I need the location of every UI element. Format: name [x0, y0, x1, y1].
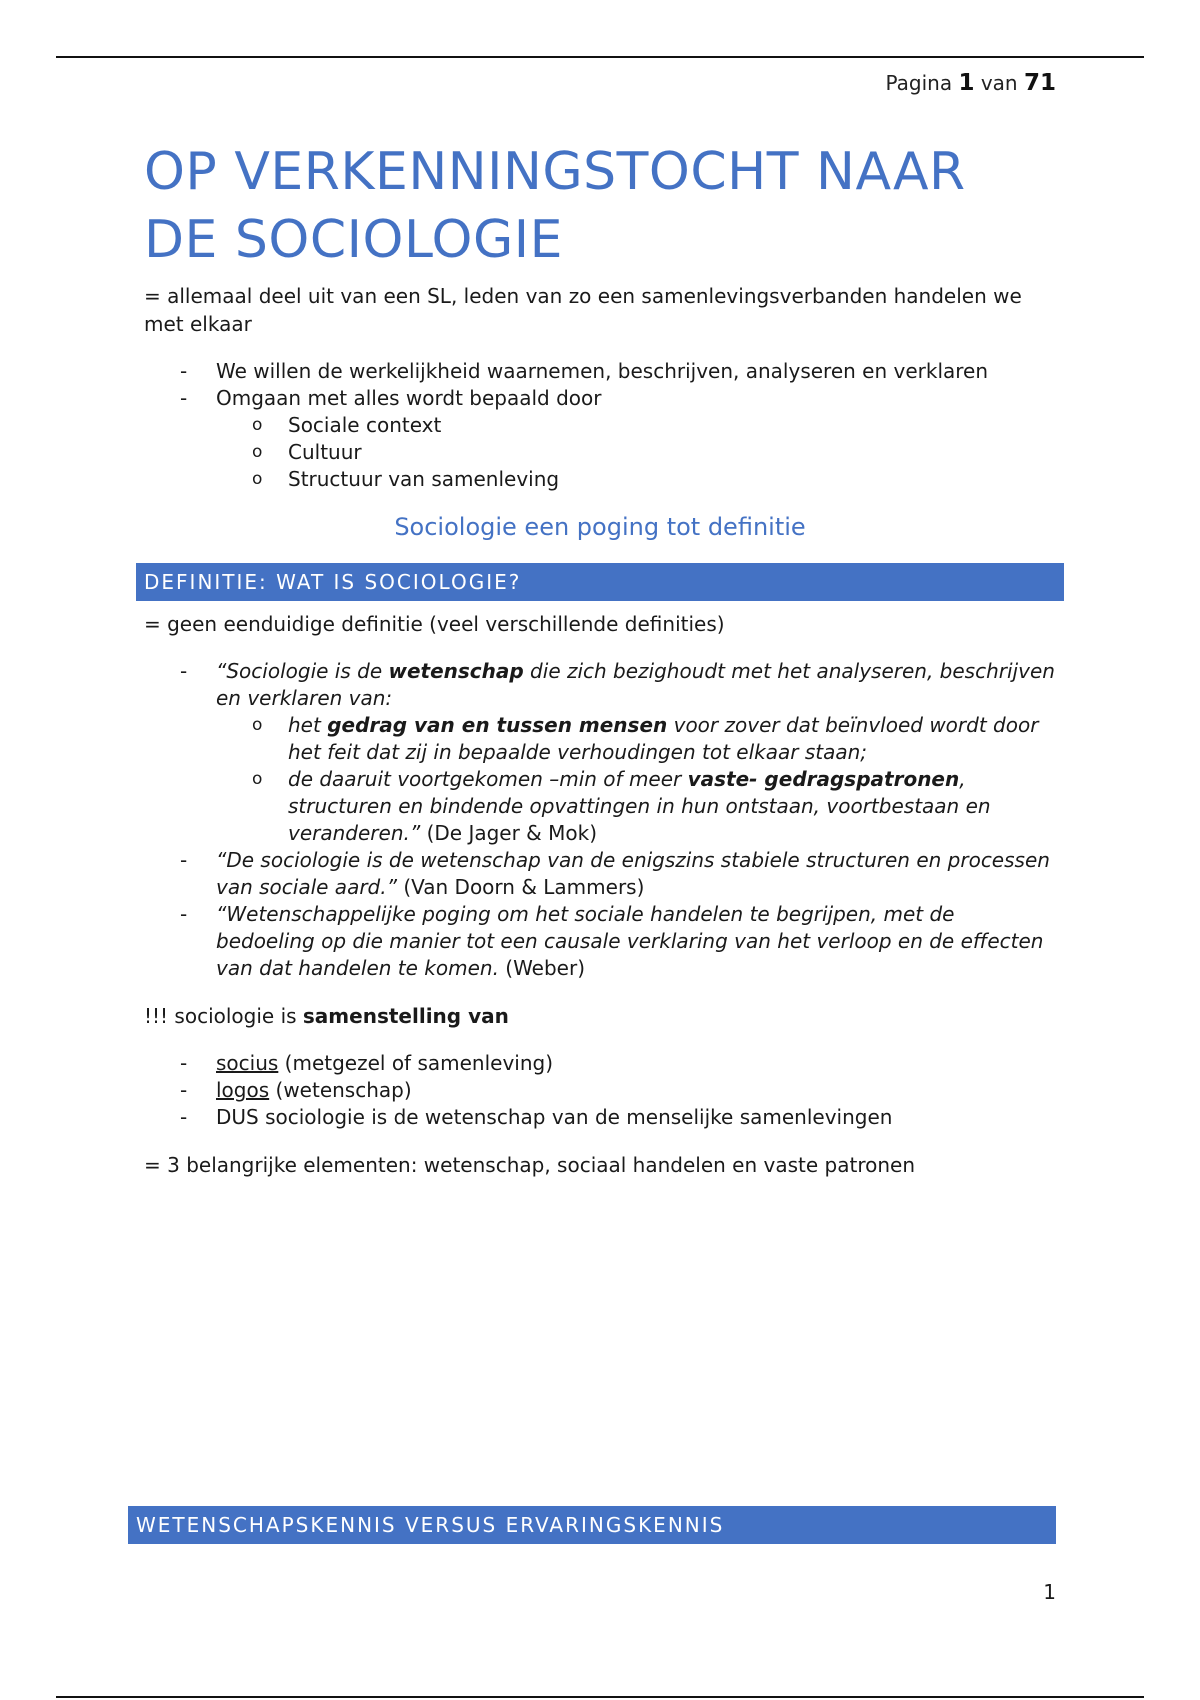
def1-bold: wetenschap	[388, 659, 524, 683]
page-header	[886, 70, 1057, 96]
page-number: 1	[1043, 1580, 1056, 1604]
list-item-text: Omgaan met alles wordt bepaald door	[216, 386, 602, 410]
compound-bold: samenstelling van	[302, 1004, 509, 1028]
bottom-rule	[56, 1696, 1144, 1698]
def3-quote: “Wetenschappelijke poging om het sociale handelen te begrijpen, met de bedoeling op die manier tot een causale verklaring van het verloop en de effecten van dat handelen te komen.	[216, 902, 1044, 980]
page-header-prefix: Pagina	[885, 71, 953, 95]
title-line-1: OP VERKENNINGSTOCHT NAAR	[144, 142, 966, 202]
list-item: - We willen de werkelijkheid waarnemen, beschrijven, analyseren en verklaren	[144, 358, 1056, 385]
title-line-2: DE SOCIOLOGIE	[144, 210, 563, 270]
sub-list-item	[216, 766, 1056, 847]
sub2-bold: vaste- gedragspatronen	[687, 767, 960, 791]
section-heading-definitie: DEFINITIE: WAT IS SOCIOLOGIE?	[136, 563, 1064, 601]
word-meaning: (wetenschap)	[269, 1078, 412, 1102]
def1-part: die zich bezighoudt met het analyseren, beschrijven en verklaren van:	[216, 659, 1055, 710]
list-item	[144, 658, 1056, 847]
document-body	[144, 138, 1056, 1179]
intro-bullet-list	[144, 358, 1056, 493]
sub-list-item: o Structuur van samenleving	[216, 466, 1056, 493]
definition-intro: = geen eenduidige definitie (veel verschillende definities)	[144, 612, 725, 636]
intro-paragraph: = allemaal deel uit van een SL, leden van zo een samenlevingsverbanden handelen we met elkaar	[144, 284, 1022, 336]
word-socius: socius	[216, 1051, 279, 1075]
citation: (De Jager & Mok)	[420, 821, 598, 845]
sub-list-item	[216, 712, 1056, 766]
def1-sub-list	[216, 712, 1056, 847]
list-item	[144, 847, 1056, 901]
sub-bullet-list	[216, 412, 1056, 493]
word-meaning: (metgezel of samenleving)	[278, 1051, 554, 1075]
def1-text	[216, 659, 1055, 710]
list-item	[144, 385, 1056, 493]
sub1-part: voor zover dat beïnvloed wordt door het feit dat zij in bepaalde verhoudingen tot elkaar staan;	[288, 713, 1039, 764]
def2-quote: “De sociologie is de wetenschap van de enigszins stabiele structuren en processen van sociale aard.”	[216, 848, 1050, 899]
sub1-bold: gedrag van en tussen mensen	[327, 713, 668, 737]
summary-line: = 3 belangrijke elementen: wetenschap, sociaal handelen en vaste patronen	[144, 1153, 915, 1177]
list-item	[144, 1077, 1056, 1104]
word-logos: logos	[216, 1078, 270, 1102]
def1-part: “Sociologie is de	[216, 659, 389, 683]
compound-line	[144, 1002, 1056, 1030]
list-item	[144, 1050, 1056, 1077]
sub1-part: het	[288, 713, 328, 737]
citation: (Van Doorn & Lammers)	[396, 875, 645, 899]
subtitle: Sociologie een poging tot definitie	[394, 513, 806, 541]
document-title	[144, 138, 1056, 274]
page-header-middle: van	[980, 71, 1018, 95]
page-header-total: 71	[1023, 70, 1056, 96]
definitions-list	[144, 658, 1056, 982]
list-item: - DUS sociologie is de wetenschap van de menselijke samenlevingen	[144, 1104, 1056, 1131]
sub2-part: de daaruit voortgekomen –min of meer	[288, 767, 688, 791]
sub2-part: , structuren en bindende opvattingen in hun ontstaan, voortbestaan en veranderen.”	[288, 767, 991, 845]
sub-list-item: o Cultuur	[216, 439, 1056, 466]
page-header-current: 1	[958, 70, 975, 96]
compound-prefix: !!! sociologie is	[144, 1004, 303, 1028]
top-rule	[56, 56, 1144, 58]
list-item	[144, 901, 1056, 982]
sub-list-item: o Sociale context	[216, 412, 1056, 439]
word-parts-list	[144, 1050, 1056, 1131]
citation: (Weber)	[498, 956, 586, 980]
section-heading-wetenschapskennis: WETENSCHAPSKENNIS VERSUS ERVARINGSKENNIS	[128, 1506, 1056, 1544]
